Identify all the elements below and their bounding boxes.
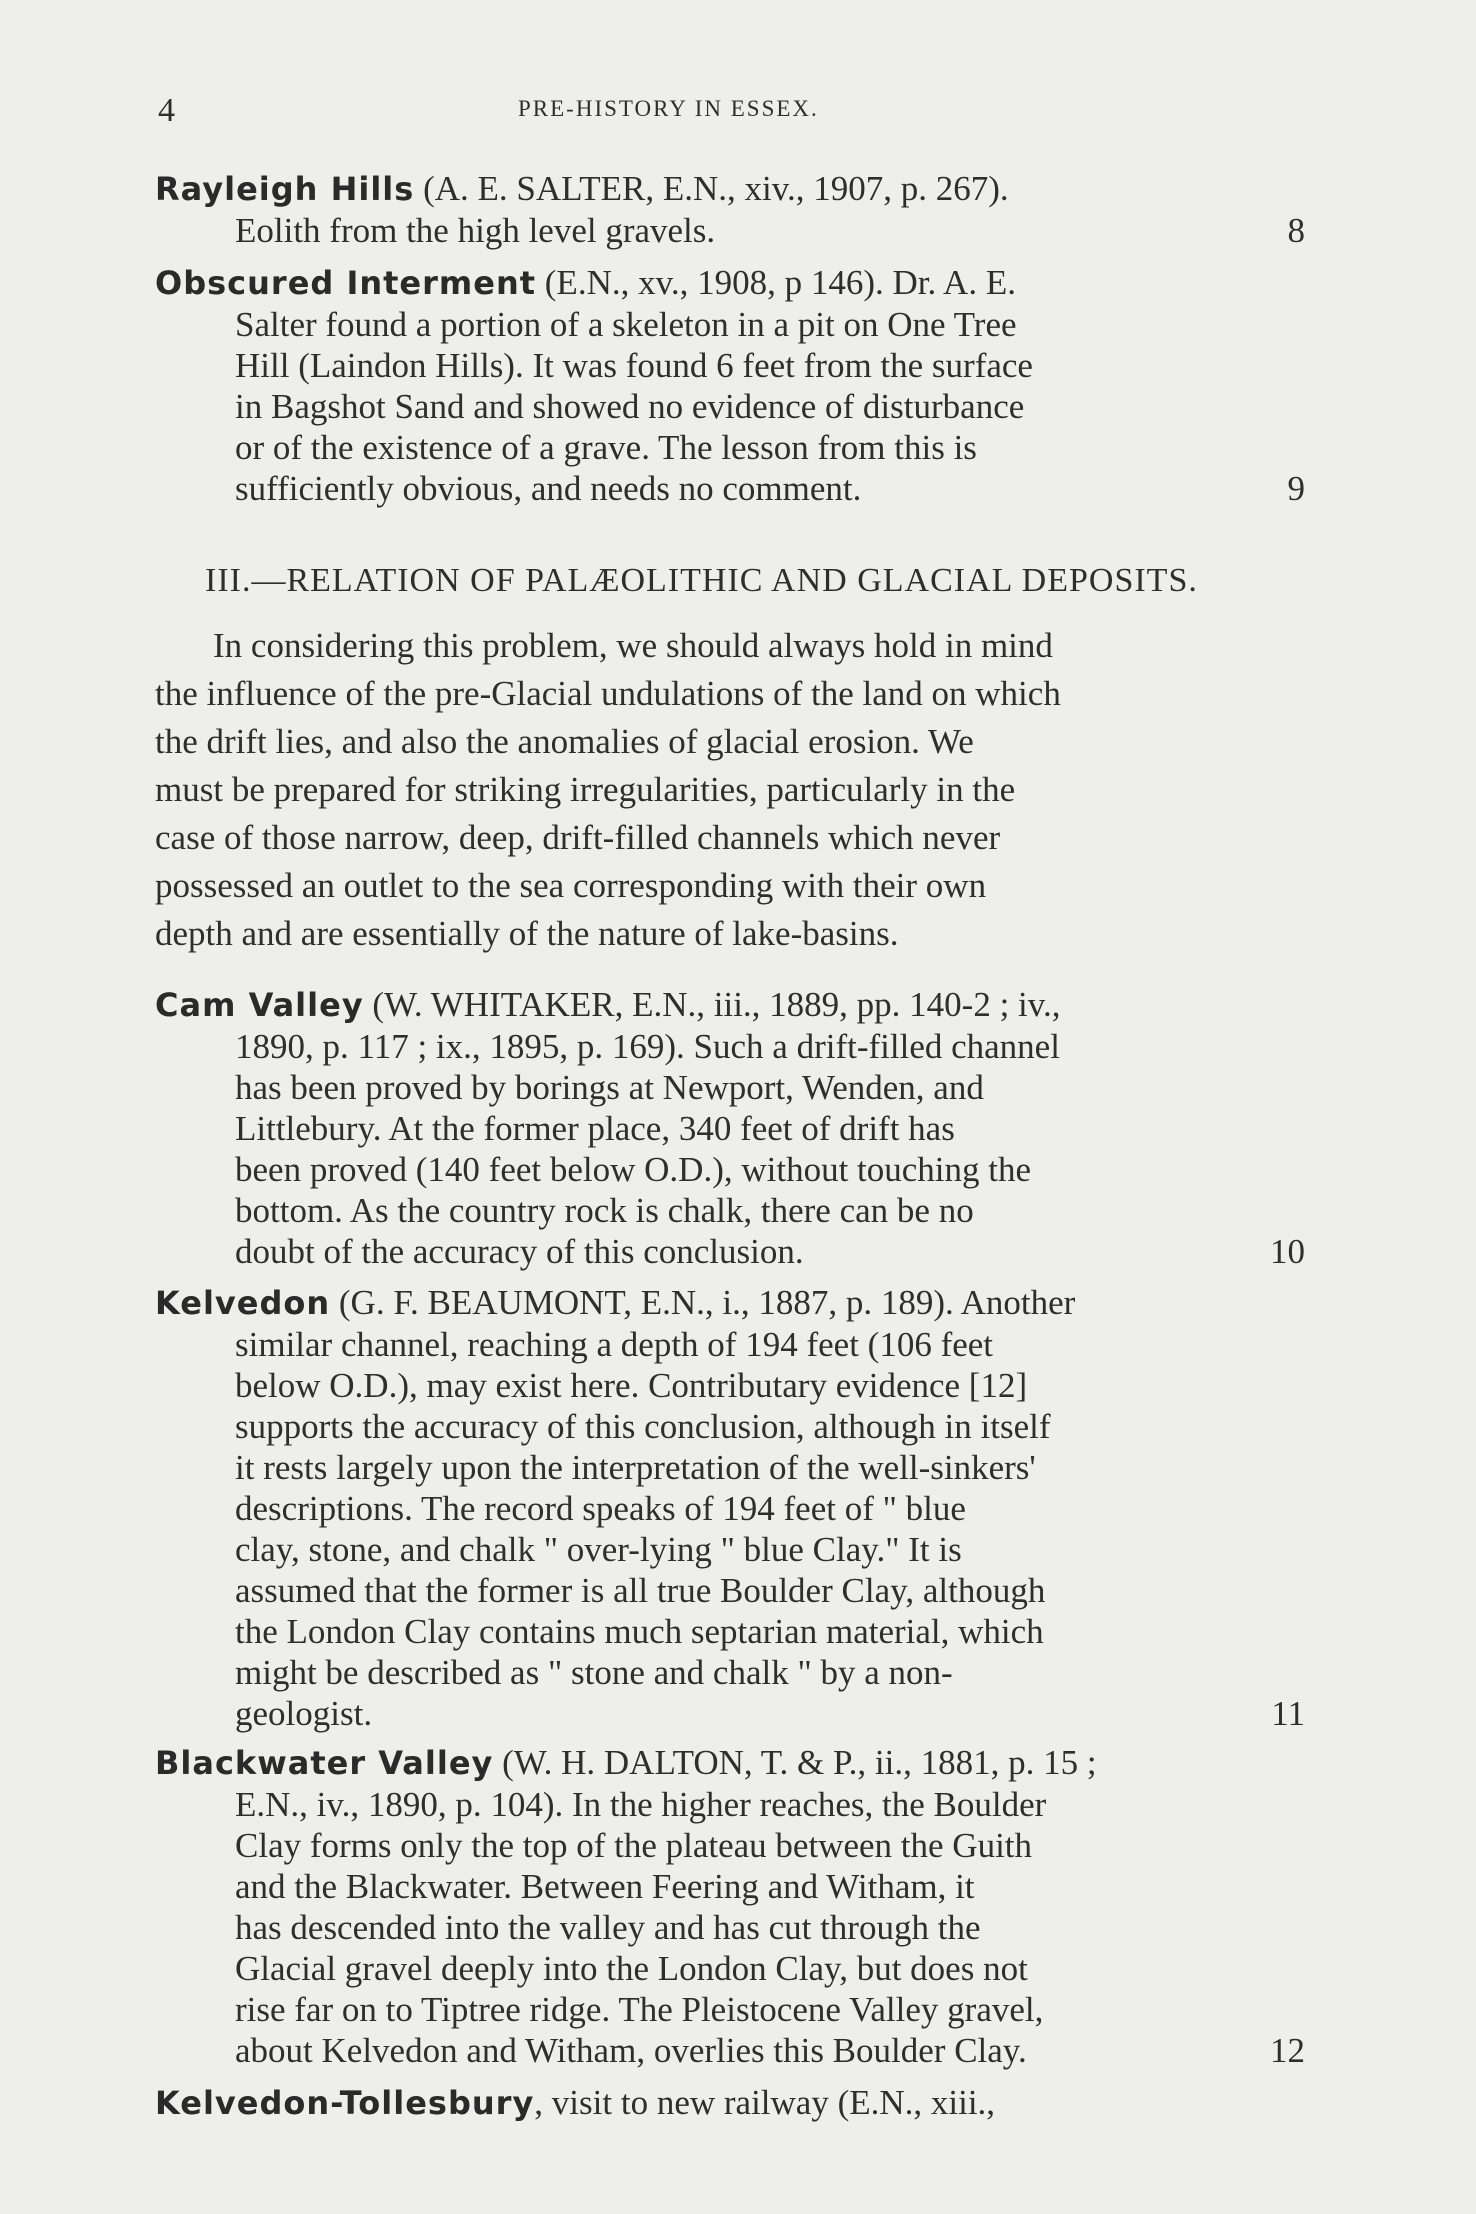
entry-number: 11 [1271,1694,1305,1733]
body-paragraph: In considering this problem, we should always hold in mind the influence of the pre-Glacial undulations of the land on which the drift lies, and also the anomalies of glacial erosion. We must be prepared for striking irregularities, particularly in the case of those narrow, deep, drift-filled channels which never possessed an outlet to the sea corresponding with their own depth and are essentially of the nature of lake-basins. [155,626,1061,953]
running-title: PRE-HISTORY IN ESSEX. [518,96,819,121]
entry-keyword: Kelvedon [155,1284,331,1322]
section-heading: III.—RELATION OF PALÆOLITHIC AND GLACIAL DEPOSITS. [205,562,1198,599]
entry-keyword: Blackwater Valley [155,1744,494,1782]
running-head [158,92,1308,132]
entry-number: 10 [1270,1232,1305,1271]
entry-keyword: Obscured Interment [155,264,537,302]
entry-blackwater-valley: Blackwater Valley (W. H. DALTON, T. & P., ii., 1881, p. 15 ; E.N., iv., 1890, p. 104). In the higher reaches, the Boulder Clay forms only the top of the plateau between the Guith and the Blackwater. Between Feering and Witham, it has descended into the valley and has cut through the Glacial gravel deeply into the London Clay, but does not rise far on to Tiptree ridge. The Pleistocene Valley gravel, about Kelvedon and Witham, overlies this Boulder Clay. 12 [155,1743,1305,2070]
entry-keyword: Kelvedon-Tollesbury [155,2084,535,2122]
entry-kelvedon-tollesbury: Kelvedon-Tollesbury, visit to new railway (E.N., xiii., [155,2083,996,2122]
entry-kelvedon: Kelvedon (G. F. BEAUMONT, E.N., i., 1887, p. 189). Another similar channel, reaching a depth of 194 feet (106 feet below O.D.), may exist here. Contributary evidence [12] supports the accuracy of this conclusion, although in itself it rests largely upon the interpretation of the well-sinkers' descriptions. The record speaks of 194 feet of " blue clay, stone, and chalk " over-lying " blue Clay." It is assumed that the former is all true Boulder Clay, although the London Clay contains much septarian material, which might be described as " stone and chalk " by a non- geologist. 11 [155,1283,1305,1733]
entry-number: 8 [1287,211,1305,250]
entry-rayleigh-hills: Rayleigh Hills (A. E. SALTER, E.N., xiv., 1907, p. 267). Eolith from the high level gravels. 8 [155,169,1305,250]
page-number: 4 [158,92,175,129]
entry-number: 12 [1270,2031,1305,2070]
entry-keyword: Rayleigh Hills [155,170,415,208]
entry-obscured-interment: Obscured Interment (E.N., xv., 1908, p 146). Dr. A. E. Salter found a portion of a skeleton in a pit on One Tree Hill (Laindon Hills). It was found 6 feet from the surface in Bagshot Sand and showed no evidence of disturbance or of the existence of a grave. The lesson from this is sufficiently obvious, and needs no comment. 9 [155,263,1305,508]
entry-number: 9 [1287,469,1305,508]
entry-keyword: Cam Valley [155,986,364,1024]
entry-cam-valley: Cam Valley (W. WHITAKER, E.N., iii., 1889, pp. 140-2 ; iv., 1890, p. 117 ; ix., 1895, p. 169). Such a drift-filled channel has been proved by borings at Newport, Wenden, and Littlebury. At the former place, 340 feet of drift has been proved (140 feet below O.D.), without touching the bottom. As the country rock is chalk, there can be no doubt of the accuracy of this conclusion. 10 [155,985,1305,1271]
